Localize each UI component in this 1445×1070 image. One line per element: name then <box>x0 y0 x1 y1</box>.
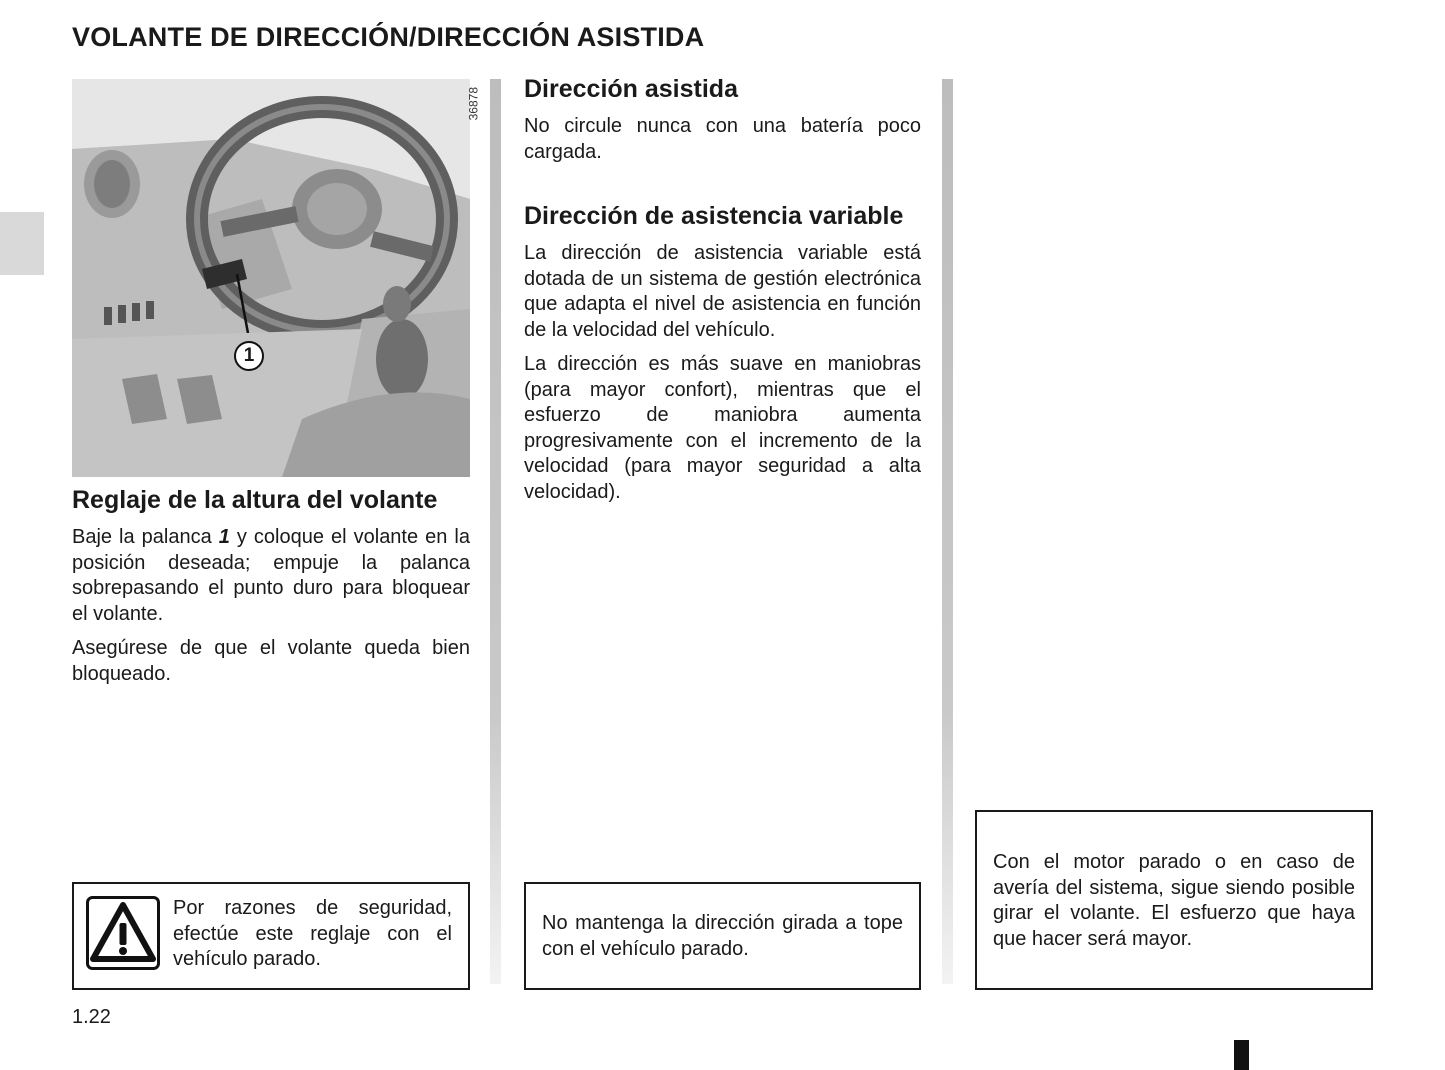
warning-box <box>72 882 470 990</box>
paragraph-maneuvers: La dirección es más suave en maniobras (para mayor confort), mientras que el esfuerzo de maniobra aumenta progresivamente con el incremento de la velocidad (para mayor seguridad a alta velocidad). <box>524 353 921 503</box>
section-heading-power-steering: Dirección asistida <box>524 75 738 103</box>
paragraph-variable-assist: La dirección de asistencia variable está dotada de un sistema de gestión electrónica que adapta el nivel de asistencia en función de la velocidad del vehículo. <box>524 242 921 341</box>
column-divider <box>490 79 501 984</box>
note-steering-text: No mantenga la dirección girada a tope con el vehículo parado. <box>542 912 903 960</box>
lever-reference: 1 <box>218 526 230 548</box>
dashboard-drawing <box>72 79 470 477</box>
column-left <box>72 79 480 687</box>
page-title: VOLANTE DE DIRECCIÓN/DIRECCIÓN ASISTIDA <box>72 22 705 52</box>
callout-1: 1 <box>234 341 264 371</box>
column-middle <box>524 74 921 505</box>
section-heading-variable-assist: Dirección de asistencia variable <box>524 202 904 230</box>
warning-text: Por razones de seguridad, efectúe este reglaje con el vehículo parado. <box>173 897 452 970</box>
note-box-steering <box>524 882 921 990</box>
steering-wheel-illustration <box>72 79 480 477</box>
paragraph-adjust-instructions: Baje la palanca 1 y coloque el volante en la posición deseada; empuje la palanca sobrepasando el punto duro para bloquear el volante. <box>72 526 470 625</box>
page-number: 1.22 <box>72 1006 111 1028</box>
chapter-tab <box>0 212 44 275</box>
paragraph-battery: No circule nunca con una batería poco cargada. <box>524 115 921 163</box>
note-box-engine-off <box>975 810 1373 990</box>
section-heading-height-adjust: Reglaje de la altura del volante <box>72 486 438 514</box>
column-divider <box>942 79 953 984</box>
figure-number: 36878 <box>466 87 480 121</box>
section-end-mark <box>1234 1040 1249 1070</box>
paragraph-lock-check: Asegúrese de que el volante queda bien bloqueado. <box>72 637 470 685</box>
warning-triangle-icon <box>86 896 160 970</box>
note-engine-off-text: Con el motor parado o en caso de avería del sistema, sigue siendo posible girar el volante. El esfuerzo que haya que hacer será mayor. <box>993 851 1355 950</box>
